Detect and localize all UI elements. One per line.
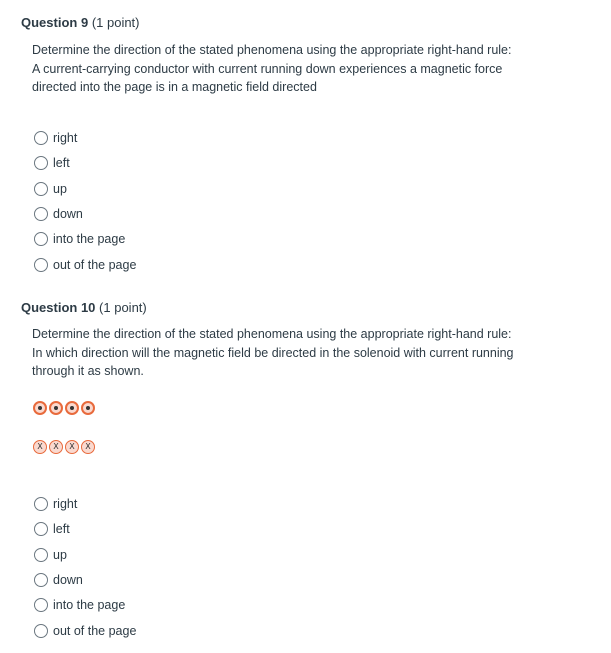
option-label: right (53, 497, 78, 511)
radio-icon[interactable] (34, 522, 48, 536)
question-10-text (32, 325, 522, 381)
option-label: up (53, 548, 67, 562)
option-up[interactable] (34, 545, 67, 565)
radio-icon[interactable] (34, 573, 48, 587)
option-label: left (53, 156, 70, 170)
question-instruction: Determine the direction of the stated phenomena using the appropriate right-hand rule: (32, 327, 512, 341)
radio-icon[interactable] (34, 131, 48, 145)
option-out-of-the-page[interactable] (34, 255, 136, 275)
option-label: into the page (53, 598, 126, 612)
current-out-dot-icon (49, 401, 63, 415)
current-out-dot-icon (65, 401, 79, 415)
question-10-title (21, 300, 147, 315)
question-prompt: A current-carrying conductor with current running down experiences a magnetic force directed into the page is in a magnetic field directed (32, 61, 503, 94)
option-right[interactable] (34, 128, 77, 148)
current-in-x-icon: X (33, 440, 47, 454)
option-label: out of the page (53, 624, 137, 638)
option-left[interactable] (34, 519, 70, 539)
option-label: into the page (53, 232, 126, 246)
question-9-title (21, 15, 140, 30)
current-in-x-icon: X (65, 440, 79, 454)
current-in-x-icon: X (49, 440, 63, 454)
radio-icon[interactable] (34, 207, 48, 221)
option-into-the-page[interactable] (34, 595, 125, 615)
radio-icon[interactable] (34, 497, 48, 511)
current-out-dot-icon (33, 401, 47, 415)
radio-icon[interactable] (34, 258, 48, 272)
current-out-dot-icon (81, 401, 95, 415)
radio-icon[interactable] (34, 624, 48, 638)
option-label: up (53, 182, 67, 196)
option-label: left (53, 522, 70, 536)
option-up[interactable] (34, 179, 67, 199)
question-9-text (32, 41, 522, 97)
question-number: Question 10 (21, 300, 96, 315)
option-label: right (53, 131, 78, 145)
option-label: out of the page (53, 258, 137, 272)
question-number: Question 9 (21, 15, 89, 30)
radio-icon[interactable] (34, 598, 48, 612)
radio-icon[interactable] (34, 548, 48, 562)
current-in-x-icon: X (81, 440, 95, 454)
option-right[interactable] (34, 494, 77, 514)
question-prompt: In which direction will the magnetic field be directed in the solenoid with current running through it as shown. (32, 345, 514, 378)
option-down[interactable] (34, 204, 83, 224)
question-instruction: Determine the direction of the stated phenomena using the appropriate right-hand rule: (32, 43, 512, 57)
solenoid-top-row (33, 401, 97, 415)
solenoid-bottom-row (33, 440, 97, 454)
option-label: down (53, 573, 83, 587)
radio-icon[interactable] (34, 232, 48, 246)
option-into-the-page[interactable] (34, 229, 125, 249)
radio-icon[interactable] (34, 156, 48, 170)
option-label: down (53, 207, 83, 221)
question-points: (1 point) (91, 15, 140, 30)
option-out-of-the-page[interactable] (34, 621, 136, 641)
option-down[interactable] (34, 570, 83, 590)
question-points: (1 point) (99, 300, 147, 315)
radio-icon[interactable] (34, 182, 48, 196)
option-left[interactable] (34, 153, 70, 173)
